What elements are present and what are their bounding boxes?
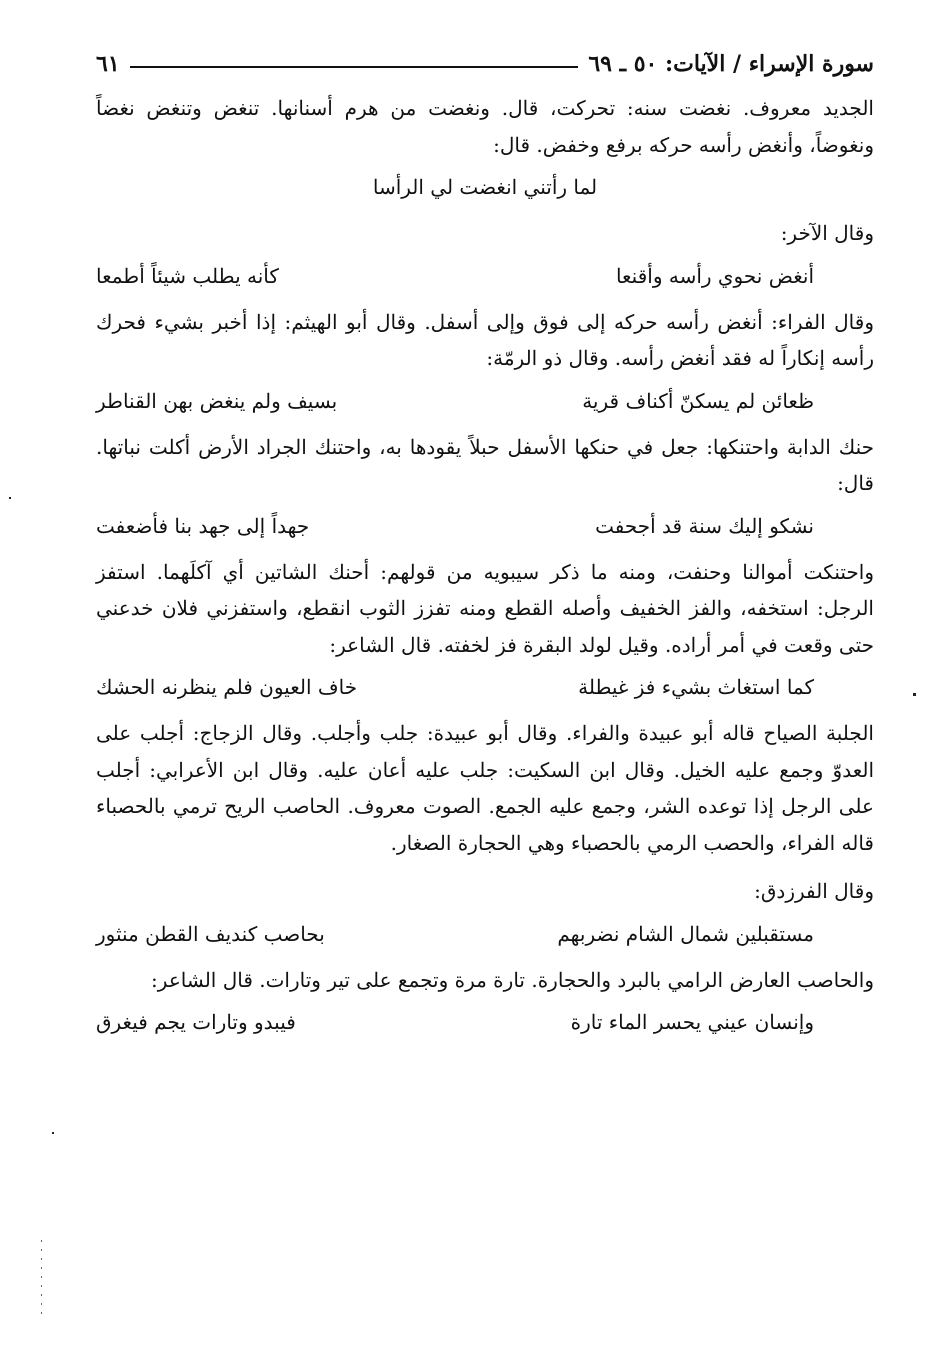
hemistich-left: فيبدو وتارات يجم فيغرق bbox=[96, 1010, 296, 1034]
surah-title: سورة الإسراء / الآيات: ٥٠ ـ ٦٩ bbox=[588, 51, 874, 77]
hemistich-left: جهداً إلى جهد بنا فأضعفت bbox=[96, 513, 310, 538]
paragraph-6: والحاصب العارض الرامي بالبرد والحجارة. تارة مرة وتجمع على تير وتارات. قال الشاعر: bbox=[151, 967, 874, 992]
hemistich-right: ظعائن لم يسكنّ أكناف قرية bbox=[582, 388, 814, 413]
hemistich-right: مستقبلين شمال الشام نضربهم bbox=[557, 921, 814, 946]
verse-line-5 bbox=[96, 667, 874, 707]
verse-line-6 bbox=[96, 914, 874, 954]
running-header bbox=[96, 44, 874, 84]
verse-line-2 bbox=[96, 256, 874, 296]
hemistich-right: كما استغاث بشيء فز غيطلة bbox=[578, 675, 814, 699]
hemistich-right: نشكو إليك سنة قد أجحفت bbox=[595, 513, 814, 538]
paragraph-1: الجديد معروف. نغضت سنه: تحركت، قال. ونغضت من هرم أسنانها. تنغض وتنغض نغضاً ونغوضاً، وأنغض رأسه حركه برفع وخفض. قال: bbox=[96, 96, 874, 157]
header-rule bbox=[130, 66, 579, 68]
book-page bbox=[96, 44, 874, 1324]
verse-line-3 bbox=[96, 381, 874, 421]
verse-line-7 bbox=[96, 1002, 874, 1042]
paragraph-2: وقال الفراء: أنغض رأسه حركه إلى فوق وإلى أسفل. وقال أبو الهيثم: إذا أخبر بشيء فحرك رأسه إنكاراً له فقد أنغض رأسه. وقال ذو الرمّة: bbox=[96, 309, 874, 370]
hemistich-left: خاف العيون فلم ينظرنه الحشك bbox=[96, 675, 358, 699]
verse-intro-6: وقال الفرزدق: bbox=[754, 879, 874, 903]
hemistich-right: أنغض نحوي رأسه وأقنعا bbox=[615, 263, 814, 288]
hemistich-left: بسيف ولم ينغض بهن القناطر bbox=[96, 388, 338, 413]
verse-intro-2: وقال الآخر: bbox=[780, 221, 874, 245]
hemistich-left: بحاصب كنديف القطن منثور bbox=[96, 921, 325, 946]
hemistich-right: وإنسان عيني يحسر الماء تارة bbox=[570, 1010, 814, 1034]
scan-speck bbox=[9, 497, 11, 499]
paragraph-4: واحتنكت أموالنا وحنفت، ومنه ما ذكر سيبويه من قولهم: أحنك الشاتين أي آكلَهما. استفز الرجل: استخفه، والفز الخفيف وأصله القطع ومنه تفزز الثوب انقطع، واستفزني فلان خدعني حتى وقعت في أمر أراده. وقيل لولد البقرة فز لخفته. قال الشاعر: bbox=[96, 559, 874, 657]
verse-line-4 bbox=[96, 506, 874, 546]
page-number: ٦١ bbox=[96, 51, 120, 77]
scan-speck bbox=[913, 693, 916, 696]
scan-speck bbox=[52, 1132, 54, 1134]
scan-edge-dots bbox=[41, 1240, 42, 1320]
paragraph-3: حنك الدابة واحتنكها: جعل في حنكها الأسفل حبلاً يقودها به، واحتنك الجراد الأرض أكلت نباتها. قال: bbox=[96, 434, 874, 495]
hemistich-left: كأنه يطلب شيئاً أطمعا bbox=[96, 263, 279, 288]
verse-line-1: لما رأتني انغضت لي الرأسا bbox=[372, 175, 598, 199]
paragraph-5: الجلبة الصياح قاله أبو عبيدة والفراء. وقال أبو عبيدة: جلب وأجلب. وقال الزجاج: أجلب على العدوّ وجمع عليه الخيل. وقال ابن السكيت: جلب عليه أعان عليه. وقال ابن الأعرابي: أجلب على الرجل إذا توعده الشر، وجمع عليه الجمع. الصوت معروف. الحاصب الريح ترمي بالحصباء قاله الفراء، والحصب الرمي بالحصباء وهي الحجارة الصغار. bbox=[96, 721, 874, 855]
